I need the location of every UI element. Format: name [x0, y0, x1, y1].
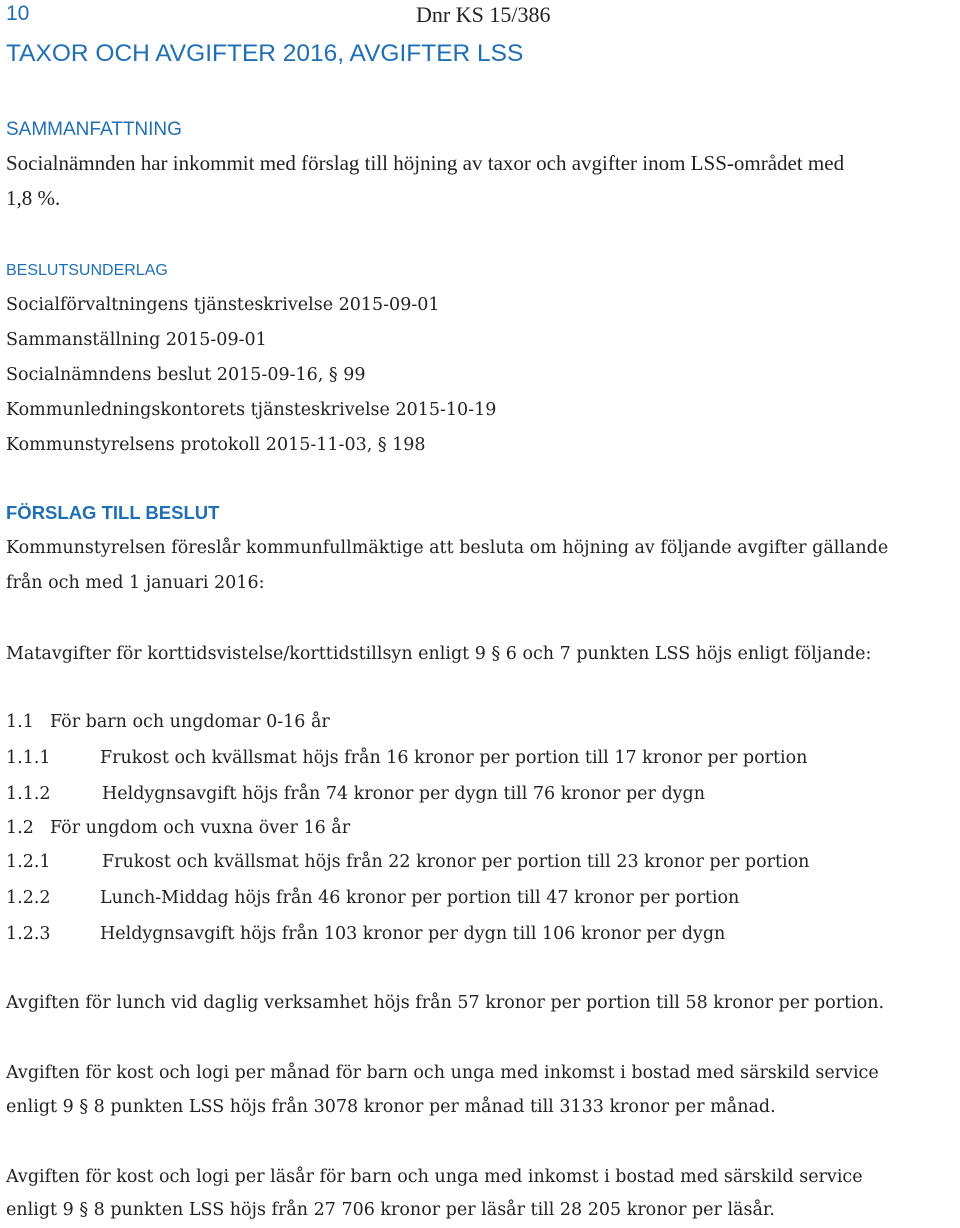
school-year-fee-line-2: enligt 9 § 8 punkten LSS höjs från 27 706 kronor per läsår till 28 205 kronor per läsår. — [6, 1200, 775, 1220]
meal-fee-intro: Matavgifter för korttidsvistelse/korttidstillsyn enligt 9 § 6 och 7 punkten LSS höjs enligt följande: — [6, 644, 872, 664]
list-item-text: Heldygnsavgift höjs från 103 kronor per dygn till 106 kronor per dygn — [100, 924, 726, 944]
list-item-number: 1.2.1 — [6, 852, 51, 872]
proposal-intro-line-1: Kommunstyrelsen föreslår kommunfullmäktige att besluta om höjning av följande avgifter gällande — [6, 538, 889, 558]
summary-text-line-2: 1,8 %. — [6, 186, 61, 210]
list-item-number: 1.2 — [6, 818, 34, 838]
page-number: 10 — [6, 2, 30, 25]
list-item-number: 1.2.3 — [6, 924, 51, 944]
monthly-fee-line-1: Avgiften för kost och logi per månad för barn och unga med inkomst i bostad med särskild service — [6, 1063, 879, 1083]
summary-heading: SAMMANFATTNING — [6, 119, 182, 140]
monthly-fee-line-2: enligt 9 § 8 punkten LSS höjs från 3078 kronor per månad till 3133 kronor per månad. — [6, 1097, 776, 1117]
basis-item: Kommunledningskontorets tjänsteskrivelse 2015-10-19 — [6, 400, 497, 420]
list-item-text: För ungdom och vuxna över 16 år — [50, 818, 351, 838]
basis-item: Kommunstyrelsens protokoll 2015-11-03, § 198 — [6, 435, 426, 455]
proposal-heading: FÖRSLAG TILL BESLUT — [6, 502, 220, 523]
list-item-text: Frukost och kvällsmat höjs från 22 kronor per portion till 23 kronor per portion — [102, 852, 810, 872]
school-year-fee-line-1: Avgiften för kost och logi per läsår för barn och unga med inkomst i bostad med särskild service — [6, 1167, 863, 1187]
basis-item: Socialnämndens beslut 2015-09-16, § 99 — [6, 365, 366, 385]
document-title: TAXOR OCH AVGIFTER 2016, AVGIFTER LSS — [6, 40, 524, 67]
list-item-text: För barn och ungdomar 0-16 år — [50, 712, 330, 732]
document-reference: Dnr KS 15/386 — [416, 2, 551, 27]
list-item-number: 1.1.2 — [6, 784, 51, 804]
list-item-text: Heldygnsavgift höjs från 74 kronor per dygn till 76 kronor per dygn — [102, 784, 706, 804]
lunch-fee-paragraph: Avgiften för lunch vid daglig verksamhet höjs från 57 kronor per portion till 58 kronor per portion. — [6, 993, 885, 1013]
basis-item: Socialförvaltningens tjänsteskrivelse 2015-09-01 — [6, 295, 440, 315]
list-item-number: 1.1.1 — [6, 748, 51, 768]
basis-item: Sammanställning 2015-09-01 — [6, 330, 267, 350]
proposal-intro-line-2: från och med 1 januari 2016: — [6, 573, 265, 593]
summary-text-line-1: Socialnämnden har inkommit med förslag till höjning av taxor och avgifter inom LSS-området med — [6, 151, 845, 175]
basis-heading: BESLUTSUNDERLAG — [6, 262, 168, 279]
list-item-text: Lunch-Middag höjs från 46 kronor per portion till 47 kronor per portion — [100, 888, 740, 908]
list-item-number: 1.1 — [6, 712, 34, 732]
list-item-text: Frukost och kvällsmat höjs från 16 kronor per portion till 17 kronor per portion — [100, 748, 808, 768]
list-item-number: 1.2.2 — [6, 888, 51, 908]
